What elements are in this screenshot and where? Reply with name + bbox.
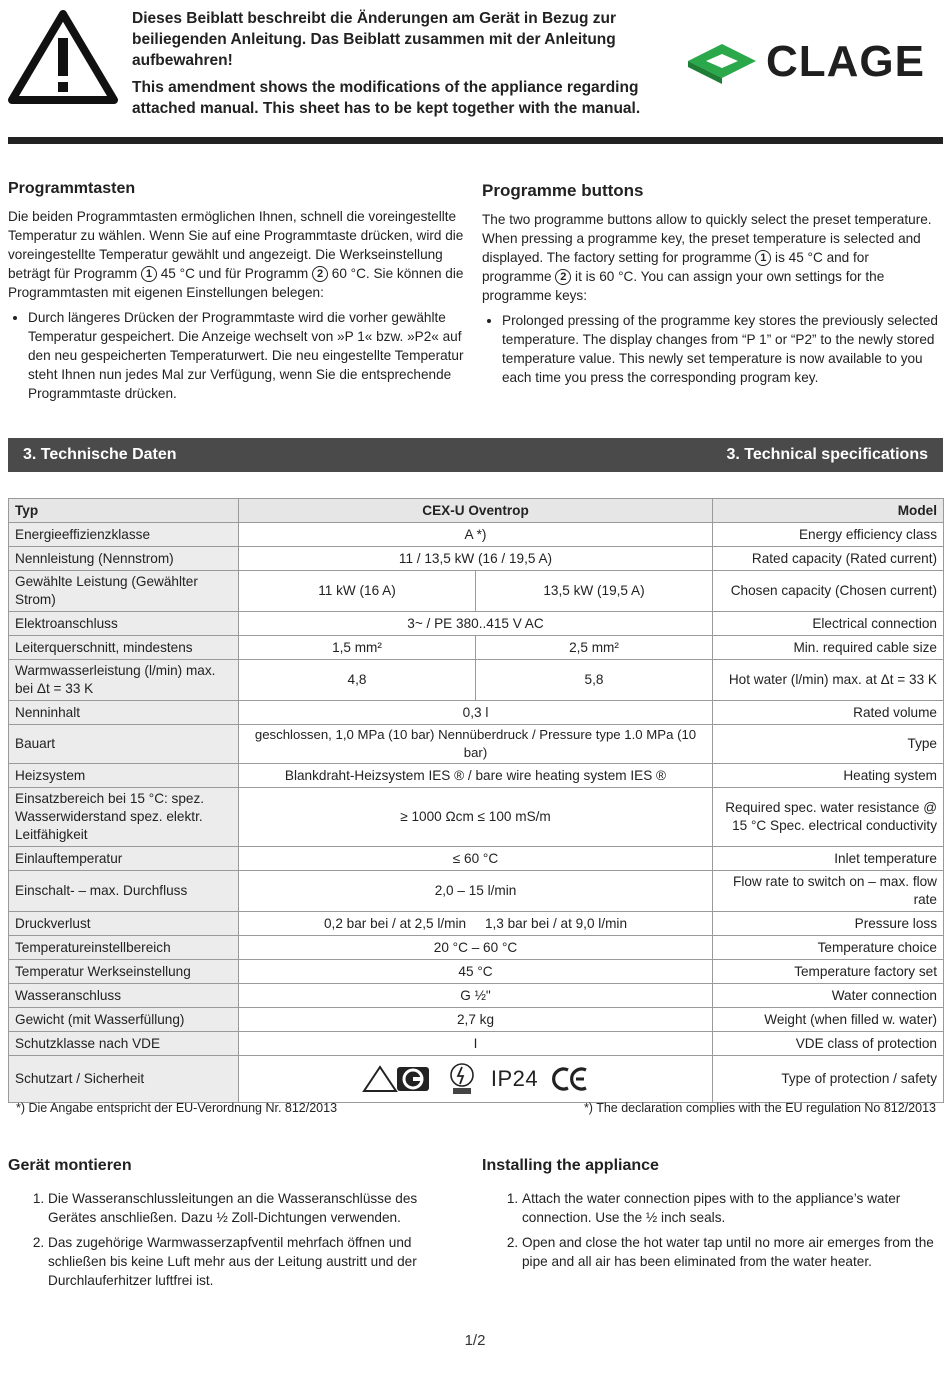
- section-band: [8, 438, 943, 472]
- certification-marks: [245, 1062, 706, 1096]
- install-step-de-2: 2. Das zugehörige Warmwasserzapfventil mehrfach öffnen und schließen bis keine Luft mehr aus der Leitung austritt und der Durchlauferhitzer luftfrei ist.: [48, 1233, 464, 1290]
- ce-mark-icon: [552, 1066, 590, 1092]
- install-title-en: Installing the appliance: [482, 1157, 659, 1174]
- table-row: Gewicht (mit Wasserfüllung) 2,7 kg Weight (when filled w. water): [9, 1008, 944, 1032]
- notice-en: This amendment shows the modifications of the appliance regarding attached manual. This sheet has to be kept together with the manual.: [132, 79, 641, 117]
- spec-table: [8, 498, 944, 1103]
- programme-title-en: Programme buttons: [482, 181, 644, 200]
- page-number: 1/2: [464, 1332, 486, 1349]
- programme-section-en: [482, 181, 938, 393]
- install-section-en: [482, 1157, 938, 1284]
- table-row: Bauart geschlossen, 1,0 MPa (10 bar) Nennüberdruck / Pressure type 1.0 MPa (10 bar) Type: [9, 725, 944, 764]
- table-row: Heizsystem Blankdraht-Heizsystem IES ® / bare wire heating system IES ® Heating system: [9, 764, 944, 788]
- table-row: Gewählte Leistung (Gewählter Strom) 11 kW (16 A) 13,5 kW (19,5 A) Chosen capacity (Chosen current): [9, 571, 944, 612]
- program-2-badge: 2: [555, 269, 571, 285]
- programme-bullet-en: • Prolonged pressing of the programme key stores the previously selected temperature. The display changes from “P 1” or “P2” to the newly stored temperature value. This newly set temperature is now available to you each time you press the corresponding program key.: [502, 311, 938, 387]
- amendment-notice: [132, 8, 662, 125]
- table-row: Temperatur Werkseinstellung 45 °C Temperature factory set: [9, 960, 944, 984]
- programme-intro-en: The two programme buttons allow to quickly select the preset temperature. When pressing a programme key, the preset temperature is selected and displayed. The factory setting for programme 1 is 45 °C and for programme 2 it is 60 °C. You can assign your own settings for the programme keys:: [482, 212, 932, 303]
- table-row: Einlauftemperatur ≤ 60 °C Inlet temperature: [9, 847, 944, 871]
- install-step-en-1: 1. Attach the water connection pipes with to the appliance’s water connection. Use the ½ inch seals.: [522, 1189, 938, 1227]
- table-row: Elektroanschluss 3~ / PE 380..415 V AC Electrical connection: [9, 612, 944, 636]
- table-row: Temperatureinstellbereich 20 °C – 60 °C Temperature choice: [9, 936, 944, 960]
- table-row: Nenninhalt 0,3 l Rated volume: [9, 701, 944, 725]
- table-row: Energieeffizienzklasse A *) Energy efficiency class: [9, 523, 944, 547]
- table-row: Druckverlust 0,2 bar bei / at 2,5 l/min 1,3 bar bei / at 9,0 l/min Pressure loss: [9, 912, 944, 936]
- logo-text: CLAGE: [766, 37, 925, 86]
- section-title-en: 3. Technical specifications: [726, 446, 928, 463]
- table-row: Warmwasserleistung (l/min) max. bei Δt = 33 K 4,8 5,8 Hot water (l/min) max. at Δt = 33 K: [9, 660, 944, 701]
- footnote-de: *) Die Angabe entspricht der EU-Verordnung Nr. 812/2013: [16, 1101, 338, 1115]
- ip-rating: IP24: [490, 1066, 539, 1091]
- clage-logo: [686, 38, 926, 88]
- programme-bullet-de: • Durch längeres Drücken der Programmtaste wird die vorher gewählte Temperatur gespeichert. Die Anzeige wechselt von »P 1« bzw. »P2« auf den neu gespeicherten Temperaturwert. Die neu eingestellte Temperatur steht Ihnen nun jedes Mal zur Verfügung, wenn Sie die entsprechende Programmtaste drücken.: [28, 308, 464, 403]
- notice-de: Dieses Beiblatt beschreibt die Änderungen am Gerät in Bezug zur beiliegenden Anleitung. Das Beiblatt zusammen mit der Anleitung aufbewahren!: [132, 10, 617, 69]
- table-row: Nennleistung (Nennstrom) 11 / 13,5 kW (16 / 19,5 A) Rated capacity (Rated current): [9, 547, 944, 571]
- programme-section-de: [8, 180, 464, 409]
- program-2-badge: 2: [312, 266, 328, 282]
- table-row: Schutzklasse nach VDE I VDE class of protection: [9, 1032, 944, 1056]
- program-1-badge: 1: [141, 266, 157, 282]
- install-step-en-2: 2. Open and close the hot water tap until no more air emerges from the pipe and all air has been eliminated from the water heater.: [522, 1233, 938, 1271]
- install-title-de: Gerät montieren: [8, 1157, 132, 1174]
- program-1-badge: 1: [755, 250, 771, 266]
- install-section-de: [8, 1157, 464, 1303]
- programme-intro-de: Die beiden Programmtasten ermöglichen Ihnen, schnell die voreingestellte Temperatur zu wählen. Wenn Sie auf eine Programmtaste drücken, wird die voreingestellte Temperatur gewählt und angezeigt. Die Werkseinstellung beträgt für Programm 1 45 °C und für Programm 2 60 °C. Sie können die Programmtasten mit eigenen Einstellungen belegen:: [8, 209, 464, 300]
- vde-gs-mark-icon: [361, 1063, 433, 1095]
- footnote-en: *) The declaration complies with the EU regulation No 812/2013: [583, 1101, 936, 1115]
- top-divider: [8, 137, 943, 144]
- section-title-de: 3. Technische Daten: [23, 446, 177, 463]
- table-row: Wasseranschluss G ½" Water connection: [9, 984, 944, 1008]
- clage-logo-mark-icon: [686, 40, 758, 86]
- emv-mark-icon: [447, 1062, 477, 1096]
- install-step-de-1: 1. Die Wasseranschlussleitungen an die Wasseranschlüsse des Gerätes anschließen. Dazu ½ Zoll-Dichtungen verwenden.: [48, 1189, 464, 1227]
- table-row: Einsatzbereich bei 15 °C: spez. Wasserwiderstand spez. elektr. Leitfähigkeit ≥ 1000 Ωcm ≤ 100 mS/m Required spec. water resistance @ 15 °C Spec. electrical conductivity: [9, 788, 944, 847]
- table-header: Typ CEX-U Oventrop Model: [9, 499, 944, 523]
- programme-title-de: Programmtasten: [8, 180, 136, 197]
- table-row: Leiterquerschnitt, mindestens 1,5 mm² 2,5 mm² Min. required cable size: [9, 636, 944, 660]
- table-row: Schutzart / Sicherheit IP24 Type of protection / safety: [9, 1056, 944, 1103]
- warning-icon: [8, 10, 118, 104]
- table-row: Einschalt- – max. Durchfluss 2,0 – 15 l/min Flow rate to switch on – max. flow rate: [9, 871, 944, 912]
